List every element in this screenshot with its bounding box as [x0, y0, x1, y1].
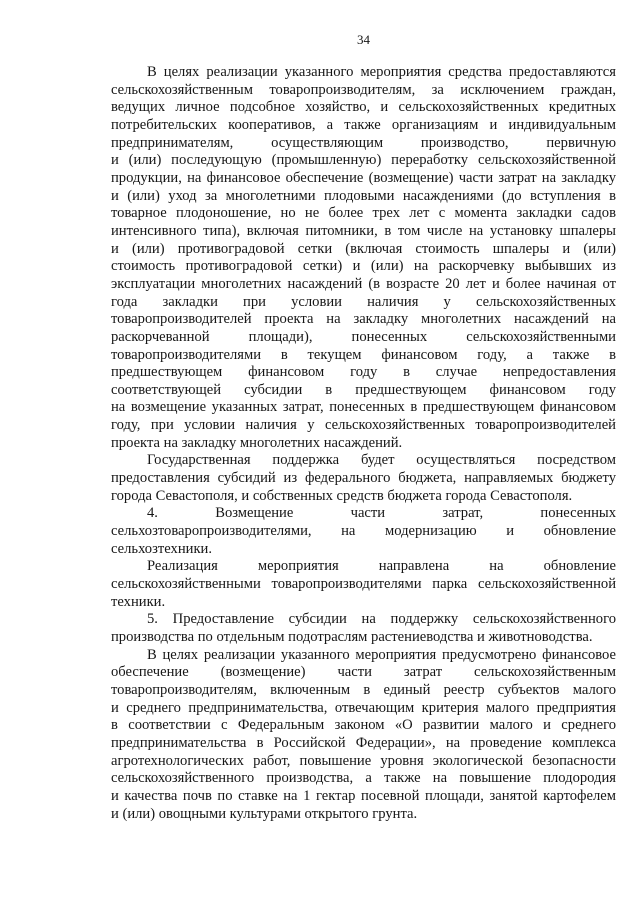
text-line: сельскохозяйственными товаропроизводителями парка сельскохозяйственной — [111, 576, 616, 593]
paragraph-state-support — [111, 452, 616, 505]
text-line: сельхозтехники. — [111, 540, 213, 557]
text-line: товарное плодоношение, но не более трех лет с момента закладки садов — [111, 205, 616, 222]
text-line: В целях реализации указанного мероприятия средства предоставляются — [147, 64, 616, 80]
text-line: предпринимательства в Российской Федерации», на проведение комплекса — [111, 734, 616, 751]
text-line: эксплуатации многолетних насаждений (в возрасте 20 лет и более начиная от — [111, 275, 616, 292]
text-line: агротехнологических работ, повышение уровня экологической безопасности — [111, 752, 616, 769]
page-number: 34 — [357, 32, 370, 47]
text-line: соответствующей субсидии в предшествующем финансовом году — [111, 381, 616, 398]
text-line: предоставления субсидий из федерального бюджета, направляемых бюджету — [111, 470, 616, 487]
text-line: и (или) противоградовой сетки (включая стоимость шпалеры и (или) — [111, 240, 616, 257]
text-line: и качества почв по ставке на 1 гектар посевной площади, занятой картофелем — [111, 787, 616, 804]
text-line: обеспечение (возмещение) части затрат сельскохозяйственным — [111, 664, 616, 681]
document-body — [111, 64, 616, 823]
text-line: раскорчеванной площади), понесенных сельскохозяйственными — [111, 328, 616, 345]
text-line: и (или) последующую (промышленную) переработку сельскохозяйственной — [111, 152, 616, 169]
text-line: и (или) уход за многолетними плодовыми насаждениями (до вступления в — [111, 187, 616, 204]
text-line: и (или) овощными культурами открытого грунта. — [111, 805, 418, 822]
text-line: потребительских кооперативов, а также организациям и индивидуальным — [111, 116, 616, 133]
text-line: 4. Возмещение части затрат, понесенных — [147, 505, 616, 522]
text-line: предшествующем финансовом году в случае непредоставления — [111, 364, 616, 381]
text-line: продукции, на финансовое обеспечение (возмещение) части затрат на закладку — [111, 169, 616, 186]
text-line: стоимость противоградовой сетки) и (или) на раскорчевку выбывших из — [111, 258, 616, 275]
text-line: товаропроизводителей проекта на закладку многолетних насаждений на — [111, 311, 616, 328]
text-line: и среднего предпринимательства, отвечающим критерия малого предприятия — [111, 699, 616, 716]
paragraph-item-5-heading — [111, 611, 616, 646]
paragraph-item-4-description — [111, 558, 616, 611]
text-line: ведущих личное подсобное хозяйство, и сельскохозяйственных кредитных — [111, 99, 616, 116]
text-line: в соответствии с Федеральным законом «О развитии малого и среднего — [111, 717, 616, 734]
text-line: предпринимателям, осуществляющим производство, первичную — [111, 134, 616, 151]
text-line: товаропроизводителям, включенным в единый реестр субъектов малого — [111, 681, 616, 698]
text-line: производства по отдельным подотраслям растениеводства и животноводства. — [111, 629, 593, 645]
text-line: проекта на закладку многолетних насаждений. — [111, 434, 403, 451]
text-line: Реализация мероприятия направлена на обновление — [147, 558, 616, 575]
text-line: на возмещение указанных затрат, понесенных в предшествующем финансовом — [111, 399, 616, 416]
text-line: города Севастополя, и собственных средств бюджета города Севастополя. — [111, 487, 573, 504]
text-line: году, при условии наличия у сельскохозяйственных товаропроизводителей — [111, 417, 616, 434]
paragraph-item-5-description — [111, 647, 616, 824]
text-line: товаропроизводителями в текущем финансовом году, а также в — [111, 346, 616, 363]
text-line: сельхозтоваропроизводителями, на модернизацию и обновление — [111, 523, 616, 540]
text-line: техники. — [111, 593, 166, 610]
paragraph-measure-description — [111, 64, 616, 452]
text-line: года закладки при условии наличия у сельскохозяйственных — [111, 293, 616, 310]
text-line: 5. Предоставление субсидии на поддержку сельскохозяйственного — [147, 611, 616, 628]
text-line: сельскохозяйственным товаропроизводителям, за исключением граждан, — [111, 81, 616, 98]
text-line: Государственная поддержка будет осуществляться посредством — [147, 452, 616, 469]
text-line: В целях реализации указанного мероприятия предусмотрено финансовое — [147, 646, 616, 663]
paragraph-item-4-heading — [111, 505, 616, 558]
text-line: интенсивного типа), включая питомники, в том числе на установку шпалеры — [111, 222, 616, 239]
text-line: сельскохозяйственного производства, а также на повышение плодородия — [111, 770, 616, 787]
